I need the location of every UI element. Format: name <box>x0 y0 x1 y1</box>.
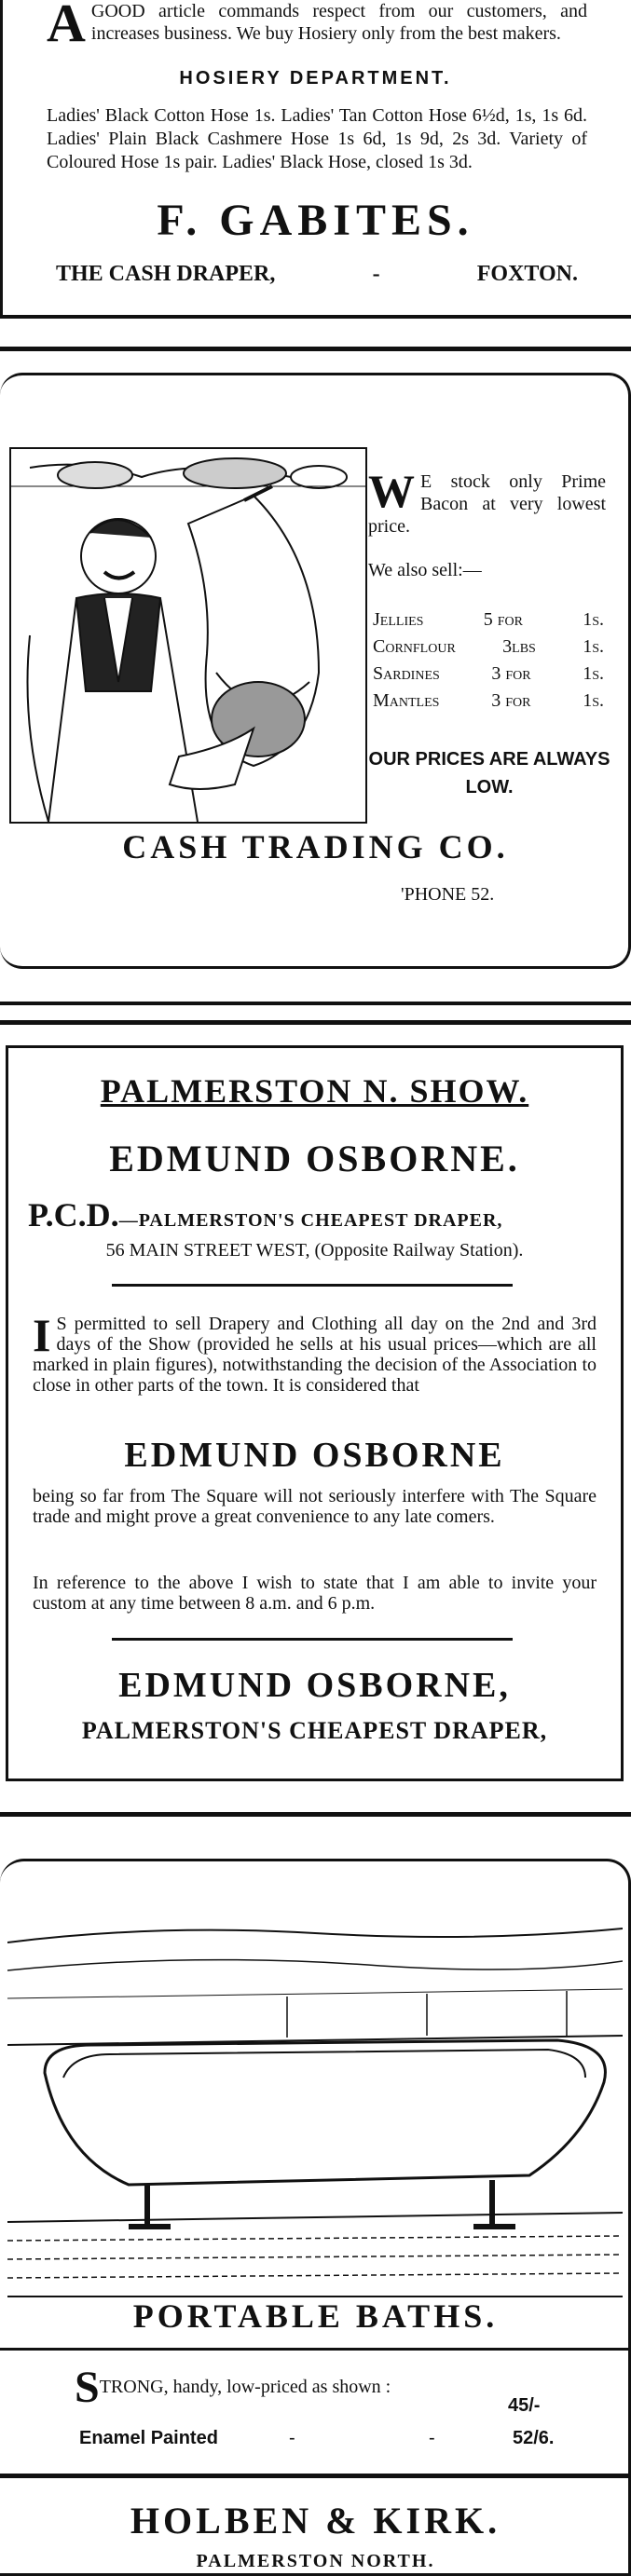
row-dash: - <box>289 2428 295 2448</box>
prime-bacon-text: E stock only Prime Bacon at very lowest price. <box>368 471 606 537</box>
enamel-painted-label: Enamel Painted <box>79 2428 218 2448</box>
tagline-cash-draper: THE CASH DRAPER, <box>56 262 276 286</box>
divider <box>0 1812 631 1817</box>
prime-bacon-intro <box>368 465 606 538</box>
osborne-address: 56 MAIN STREET WEST, (Opposite Railway Station). <box>105 1240 524 1261</box>
row-dash: - <box>429 2428 435 2448</box>
osborne-name: EDMUND OSBORNE. <box>109 1138 520 1179</box>
price-45: 45/- <box>508 2395 541 2416</box>
rule <box>0 2348 631 2351</box>
also-sell-label: We also sell:— <box>368 560 482 580</box>
baths-drop-cap: S <box>75 2363 100 2412</box>
gabites-box-side <box>0 0 3 315</box>
cash-trading-phone: 'PHONE 52. <box>401 884 495 905</box>
portable-bath-illustration <box>7 1905 623 2306</box>
item-name: Jellies <box>373 609 424 630</box>
hosiery-department-heading: HOSIERY DEPARTMENT. <box>179 68 452 89</box>
osborne-name-3: EDMUND OSBORNE, <box>118 1666 511 1705</box>
baths-intro-text: TRONG, handy, low-priced as shown : <box>99 2377 391 2397</box>
item-qty: 3lbs <box>502 636 536 657</box>
grocer-with-bacon-illustration <box>9 447 367 824</box>
osborne-drop-cap: I <box>33 1309 51 1361</box>
rule <box>112 1638 513 1641</box>
holben-kirk-place: PALMERSTON NORTH. <box>196 2551 435 2571</box>
cash-trading-name: CASH TRADING CO. <box>122 828 509 865</box>
item-name: Cornflour <box>373 636 456 657</box>
hosiery-price-list: Ladies' Black Cotton Hose 1s. Ladies' Tan Cotton Hose 6½d, 1s, 1s 6d. Ladies' Plain Black Cashmere Hose 1s 6d, 1s 9d, 2s 3d. Variety of Coloured Hose 1s pair. Ladies' Black Hose, closed 1s 3d. <box>47 105 587 172</box>
rule <box>112 1284 513 1287</box>
show-heading: PALMERSTON N. SHOW. <box>100 1072 529 1110</box>
tagline-foxton: FOXTON. <box>476 262 578 286</box>
price-list-item <box>373 663 604 685</box>
item-price: 1s. <box>583 690 604 711</box>
item-qty: 3 for <box>491 690 531 711</box>
gabites-drop-cap: A <box>47 0 86 53</box>
portable-baths-title: PORTABLE BATHS. <box>132 2297 499 2335</box>
holben-kirk-name: HOLBEN & KIRK. <box>130 2500 501 2542</box>
gabites-intro <box>47 0 587 53</box>
item-name: Mantles <box>373 690 440 711</box>
price-list-item <box>373 609 604 631</box>
price-list-item <box>373 690 604 712</box>
osborne-footer: PALMERSTON'S CHEAPEST DRAPER, <box>81 1717 548 1744</box>
item-qty: 5 for <box>483 609 523 630</box>
osborne-name-2: EDMUND OSBORNE <box>124 1436 505 1475</box>
divider <box>0 2474 631 2478</box>
prices-slogan: OUR PRICES ARE ALWAYS LOW. <box>368 749 610 797</box>
bath-drawing <box>7 1905 623 2306</box>
item-qty: 3 for <box>491 663 531 684</box>
tagline-dash: - <box>372 262 380 286</box>
pcd-abbrev: P.C.D. <box>28 1196 119 1233</box>
gabites-tagline <box>56 261 578 288</box>
pcd-line <box>28 1195 606 1235</box>
osborne-paragraph-3: In reference to the above I wish to state that I am able to invite your custom at any time between 8 a.m. and 6 p.m. <box>33 1573 597 1614</box>
price-52-6: 52/6. <box>513 2428 555 2448</box>
grocer-drawing <box>11 449 365 822</box>
divider <box>0 347 631 351</box>
cash-trading-drop-cap: W <box>368 465 415 517</box>
pcd-description: —PALMERSTON'S CHEAPEST DRAPER, <box>118 1210 503 1231</box>
cash-trading-price-list <box>373 604 604 717</box>
gabites-advertisement <box>0 0 631 326</box>
divider <box>0 315 631 319</box>
paragraph-1-text: S permitted to sell Drapery and Clothing all day on the 2nd and 3rd days of the Show (provided he sells at his usual prices—which are all marked in plain figures), notwithstanding the decision of the Association to close in other parts of the town. It is considered that <box>33 1314 597 1396</box>
divider <box>0 1020 631 1025</box>
item-price: 1s. <box>583 636 604 657</box>
item-price: 1s. <box>583 609 604 630</box>
gabites-name: F. GABITES. <box>157 196 474 245</box>
enamel-painted-row <box>79 2427 592 2449</box>
item-price: 1s. <box>583 663 604 684</box>
gabites-intro-text: GOOD article commands respect from our customers, and increases business. We buy Hosiery only from the best makers. <box>90 1 587 44</box>
divider <box>0 1002 631 1005</box>
osborne-paragraph-2: being so far from The Square will not seriously interfere with The Square trade and might prove a great convenience to any late comers. <box>33 1486 597 1527</box>
item-name: Sardines <box>373 663 440 684</box>
price-list-item <box>373 636 604 658</box>
osborne-paragraph-1 <box>33 1309 597 1396</box>
